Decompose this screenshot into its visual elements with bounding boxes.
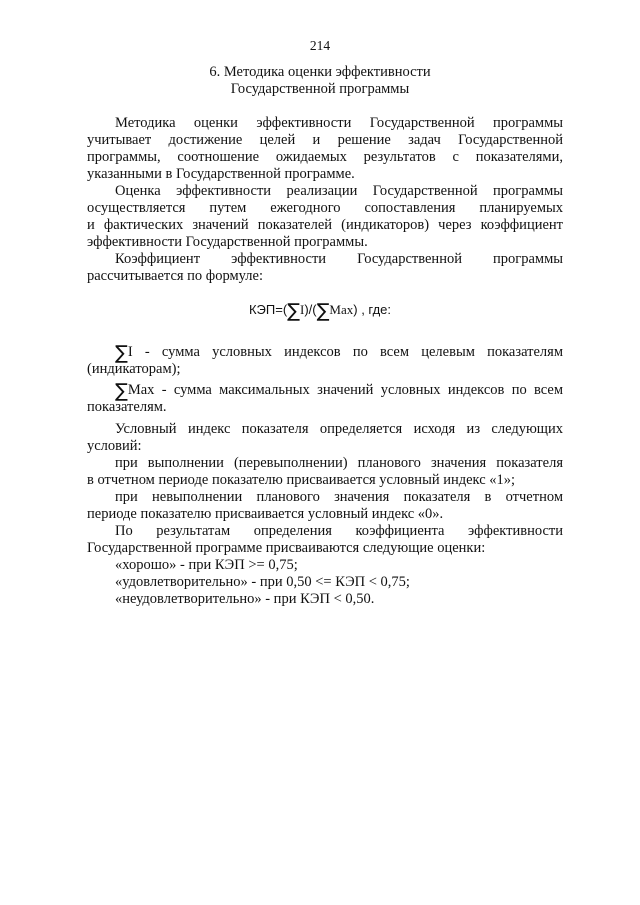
heading-line-1: 6. Методика оценки эффективности xyxy=(209,64,431,80)
sum-max-text: - сумма максимальных значений условных индексов по всем xyxy=(154,382,563,398)
text-line: рассчитывается по формуле: xyxy=(87,268,263,284)
sigma-icon: ∑ xyxy=(115,342,128,364)
rating-item: «удовлетворительно» - при 0,50 <= КЭП < 0,75; xyxy=(115,574,410,590)
text-line: условий: xyxy=(87,438,142,454)
text-line: Коэффициент эффективности Государственной программы xyxy=(115,251,563,267)
formula-middle: )/( xyxy=(304,302,317,317)
sum-max-symbol: Max xyxy=(127,382,155,398)
text-line: учитывает достижение целей и решение задач Государственной xyxy=(87,132,563,148)
text-line xyxy=(115,342,563,364)
sum-i-symbol: I xyxy=(127,344,133,360)
text-line: эффективности Государственной программы. xyxy=(87,234,368,250)
formula-max-symbol: Max xyxy=(329,302,354,317)
text-line: при невыполнении планового значения показателя в отчетном xyxy=(115,489,563,505)
text-line: осуществляется путем ежегодного сопоставления планируемых xyxy=(87,200,563,216)
sigma-icon: ∑ xyxy=(316,300,330,322)
text-line: Условный индекс показателя определяется исходя из следующих xyxy=(115,421,563,437)
rating-item: «неудовлетворительно» - при КЭП < 0,50. xyxy=(115,591,375,607)
text-line: в отчетном периоде показателю присваивается условный индекс «1»; xyxy=(87,472,516,488)
text-line: показателям. xyxy=(87,399,167,415)
sigma-icon: ∑ xyxy=(287,300,300,322)
text-line: программы, соотношение ожидаемых результатов с показателями, xyxy=(87,149,563,165)
text-line: Методика оценки эффективности Государственной программы xyxy=(115,115,563,131)
page-number: 214 xyxy=(309,38,331,53)
formula xyxy=(0,300,640,322)
text-line: (индикаторам); xyxy=(87,361,181,377)
text-line: и фактических значений показателей (индикаторов) через коэффициент xyxy=(87,217,563,233)
formula-suffix: ) , где: xyxy=(353,302,392,317)
text-line: Государственной программе присваиваются следующие оценки: xyxy=(87,540,486,556)
sigma-icon: ∑ xyxy=(115,380,128,402)
text-line: По результатам определения коэффициента эффективности xyxy=(115,523,563,539)
sum-i-text: - сумма условных индексов по всем целевым показателям xyxy=(132,344,563,360)
formula-i-symbol: I xyxy=(299,302,305,317)
formula-prefix: КЭП=( xyxy=(248,302,288,317)
text-line: Оценка эффективности реализации Государственной программы xyxy=(115,183,563,199)
text-line: периоде показателю присваивается условный индекс «0». xyxy=(87,506,444,522)
text-line xyxy=(115,380,563,402)
text-line: указанными в Государственной программе. xyxy=(87,166,355,182)
rating-item: «хорошо» - при КЭП >= 0,75; xyxy=(115,557,298,573)
text-line: при выполнении (перевыполнении) планового значения показателя xyxy=(115,455,563,471)
heading-line-2: Государственной программы xyxy=(230,81,410,97)
